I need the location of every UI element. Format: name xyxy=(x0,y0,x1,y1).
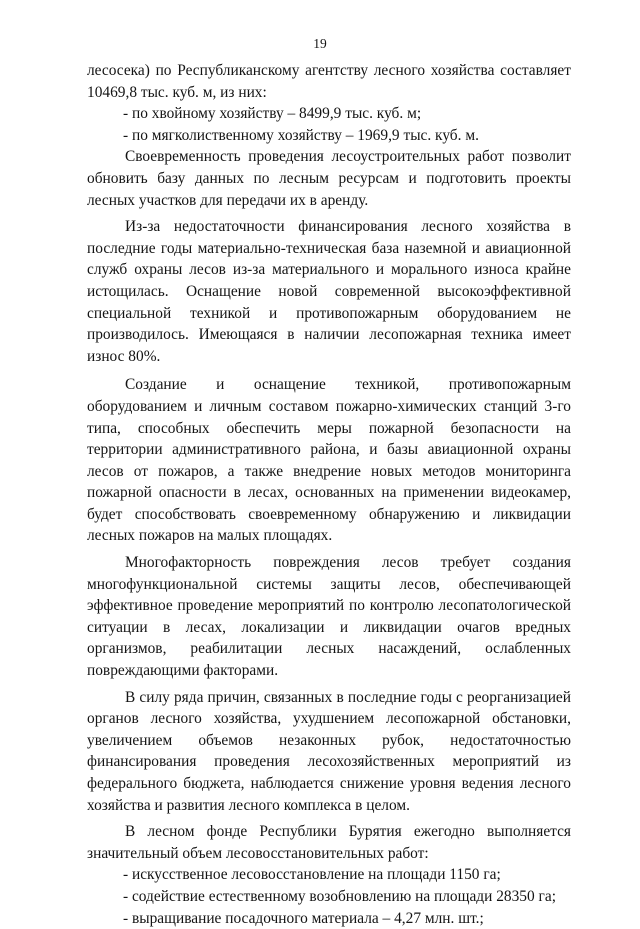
page-number: 19 xyxy=(313,36,327,51)
body-text xyxy=(87,60,571,929)
paragraph-forest-inventory: Своевременность проведения лесоустроительных работ позволит обновить базу данных по лесным ресурсам и подготовить проекты лесных участков для передачи их в аренду. xyxy=(87,148,571,209)
paragraph-fire-stations: Создание и оснащение техникой, противопожарным оборудованием и личным составом пожарно-химических станций 3-го типа, способных обеспечить меры пожарной безопасности на территории административного района, и базы авиационной охраны лесов от пожаров, а также внедрение новых методов мониторинга пожарной опасности в лесах, основанных на применении видеокамер, будет способствовать своевременному обнаружению и ликвидации лесных пожаров на малых площадях. xyxy=(87,376,571,545)
paragraph-harvest-volume: лесосека) по Республиканскому агентству лесного хозяйства составляет 10469,8 тыс. куб. м, из них: xyxy=(87,62,571,101)
list-item-artificial-reforestation: - искусственное лесовосстановление на площади 1150 га; xyxy=(123,866,501,884)
list-item-softwood: - по мягколиственному хозяйству – 1969,9 тыс. куб. м. xyxy=(123,126,479,144)
list-item-natural-regeneration: - содействие естественному возобновлению на площади 28350 га; xyxy=(123,887,556,905)
list-item-conifer: - по хвойному хозяйству – 8499,9 тыс. куб. м; xyxy=(123,105,422,123)
paragraph-reorganization: В силу ряда причин, связанных в последние годы с реорганизацией органов лесного хозяйства, ухудшением лесопожарной обстановки, увеличением объемов незаконных рубок, недостаточностью финансирования проведения лесохозяйственных мероприятий из федерального бюджета, наблюдается снижение уровня ведения лесного хозяйства и развития лесного комплекса в целом. xyxy=(87,688,571,814)
list-item-planting-material: - выращивание посадочного материала – 4,27 млн. шт.; xyxy=(123,909,484,927)
paragraph-funding-shortage: Из-за недостаточности финансирования лесного хозяйства в последние годы материально-техническая база наземной и авиационной служб охраны лесов из-за материального и морального износа крайне истощилась. Оснащение новой современной высокоэффективной специальной техникой и противопожарным оборудованием не производилось. Имеющаяся в наличии лесопожарная техника имеет износ 80%. xyxy=(87,218,571,365)
paragraph-reforestation: В лесном фонде Республики Бурятия ежегодно выполняется значительный объем лесовосстановительных работ: xyxy=(87,823,571,862)
paragraph-forest-protection: Многофакторность повреждения лесов требует создания многофункциональной системы защиты лесов, обеспечивающей эффективное проведение мероприятий по контролю лесопатологической ситуации в лесах, локализации и ликвидации очагов вредных организмов, реабилитации лесных насаждений, ослабленных повреждающими факторами. xyxy=(87,554,571,680)
